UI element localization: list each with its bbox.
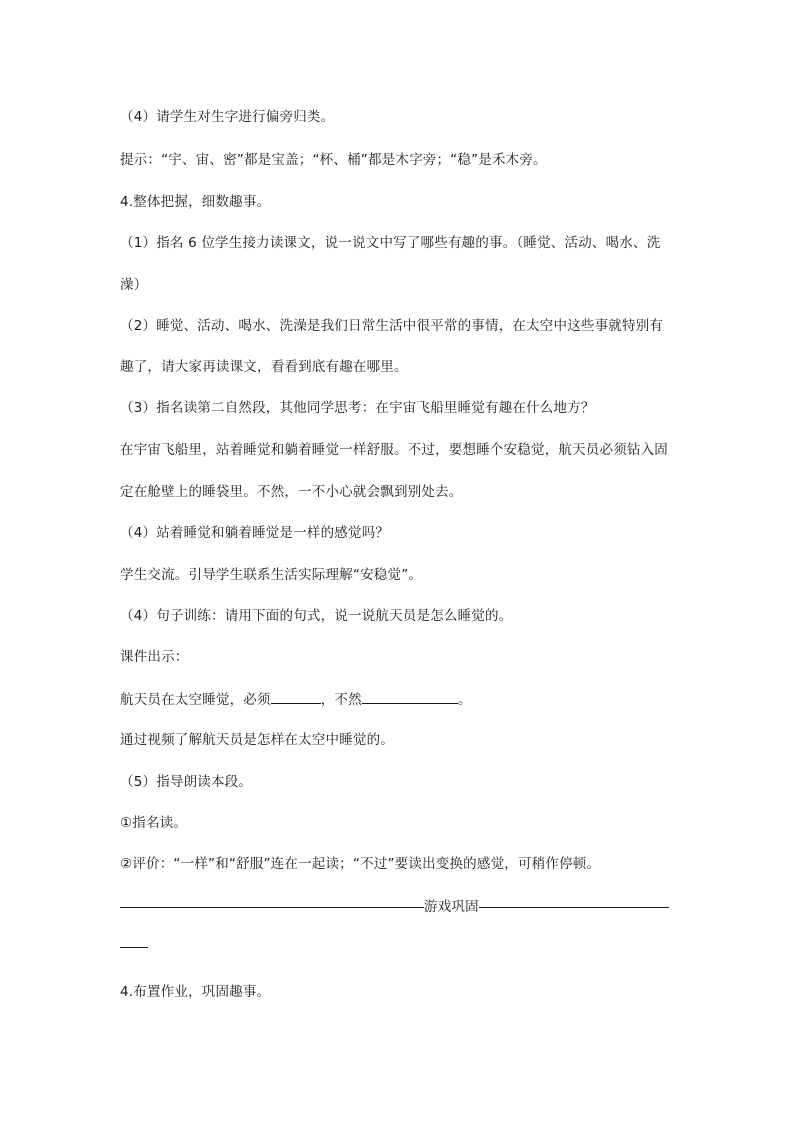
text-line: 定在舱壁上的睡袋里。不然，一不小心就会飘到别处去。 — [120, 484, 463, 500]
fill-part-1: 航天员在太空睡觉，必须 — [120, 692, 271, 708]
divider-line-tail — [120, 938, 676, 956]
text-line: 澡） — [120, 277, 148, 293]
fill-part-2: ，不然 — [320, 692, 362, 708]
fill-blank-2 — [362, 690, 458, 704]
section-heading: 4.布置作业，巩固趣事。 — [120, 984, 271, 1000]
fill-in-sentence — [120, 690, 676, 709]
text-line: 课件出示： — [120, 649, 189, 665]
text-line: （4）请学生对生字进行偏旁归类。 — [120, 109, 335, 125]
text-line: 趣了，请大家再读课文，看看到底有趣在哪里。 — [120, 359, 408, 375]
text-line: （4）句子训练：请用下面的句式，说一说航天员是怎么睡觉的。 — [120, 608, 513, 624]
divider-rule-tail — [120, 938, 148, 948]
section-heading: 4.整体把握，细数趣事。 — [120, 194, 271, 210]
divider-rule-right — [479, 898, 669, 908]
text-line: （3）指名读第二自然段，其他同学思考：在宇宙飞船里睡觉有趣在什么地方？ — [120, 400, 595, 416]
text-line: 学生交流。引导学生联系生活实际理解“安稳觉”。 — [120, 567, 423, 583]
text-line: 通过视频了解航天员是怎样在太空中睡觉的。 — [120, 732, 394, 748]
text-line: ②评价：“一样”和“舒服”连在一起读；“不过”要读出变换的感觉，可稍作停顿。 — [120, 856, 601, 872]
text-line: （5）指导朗读本段。 — [120, 774, 253, 790]
divider-line — [120, 898, 676, 916]
fill-blank-1 — [271, 690, 321, 704]
text-line: （2）睡觉、活动、喝水、洗澡是我们日常生活中很平常的事情，在太空中这些事就特别有 — [120, 318, 664, 334]
divider-label: 游戏巩固 — [424, 899, 479, 915]
fill-part-3: 。 — [457, 692, 472, 708]
divider-rule-left — [120, 898, 424, 908]
text-line: 提示：“宇、宙、密”都是宝盖；“杯、桶”都是木字旁；“稳”是禾木旁。 — [120, 152, 547, 168]
text-line: （1）指名 6 位学生接力读课文，说一说文中写了哪些有趣的事。（睡觉、活动、喝水、洗 — [120, 235, 661, 251]
text-line: （4）站着睡觉和躺着睡觉是一样的感觉吗？ — [120, 525, 390, 541]
text-line: ①指名读。 — [120, 815, 188, 831]
text-line: 在宇宙飞船里，站着睡觉和躺着睡觉一样舒服。不过，要想睡个安稳觉，航天员必须钻入固 — [120, 442, 668, 458]
